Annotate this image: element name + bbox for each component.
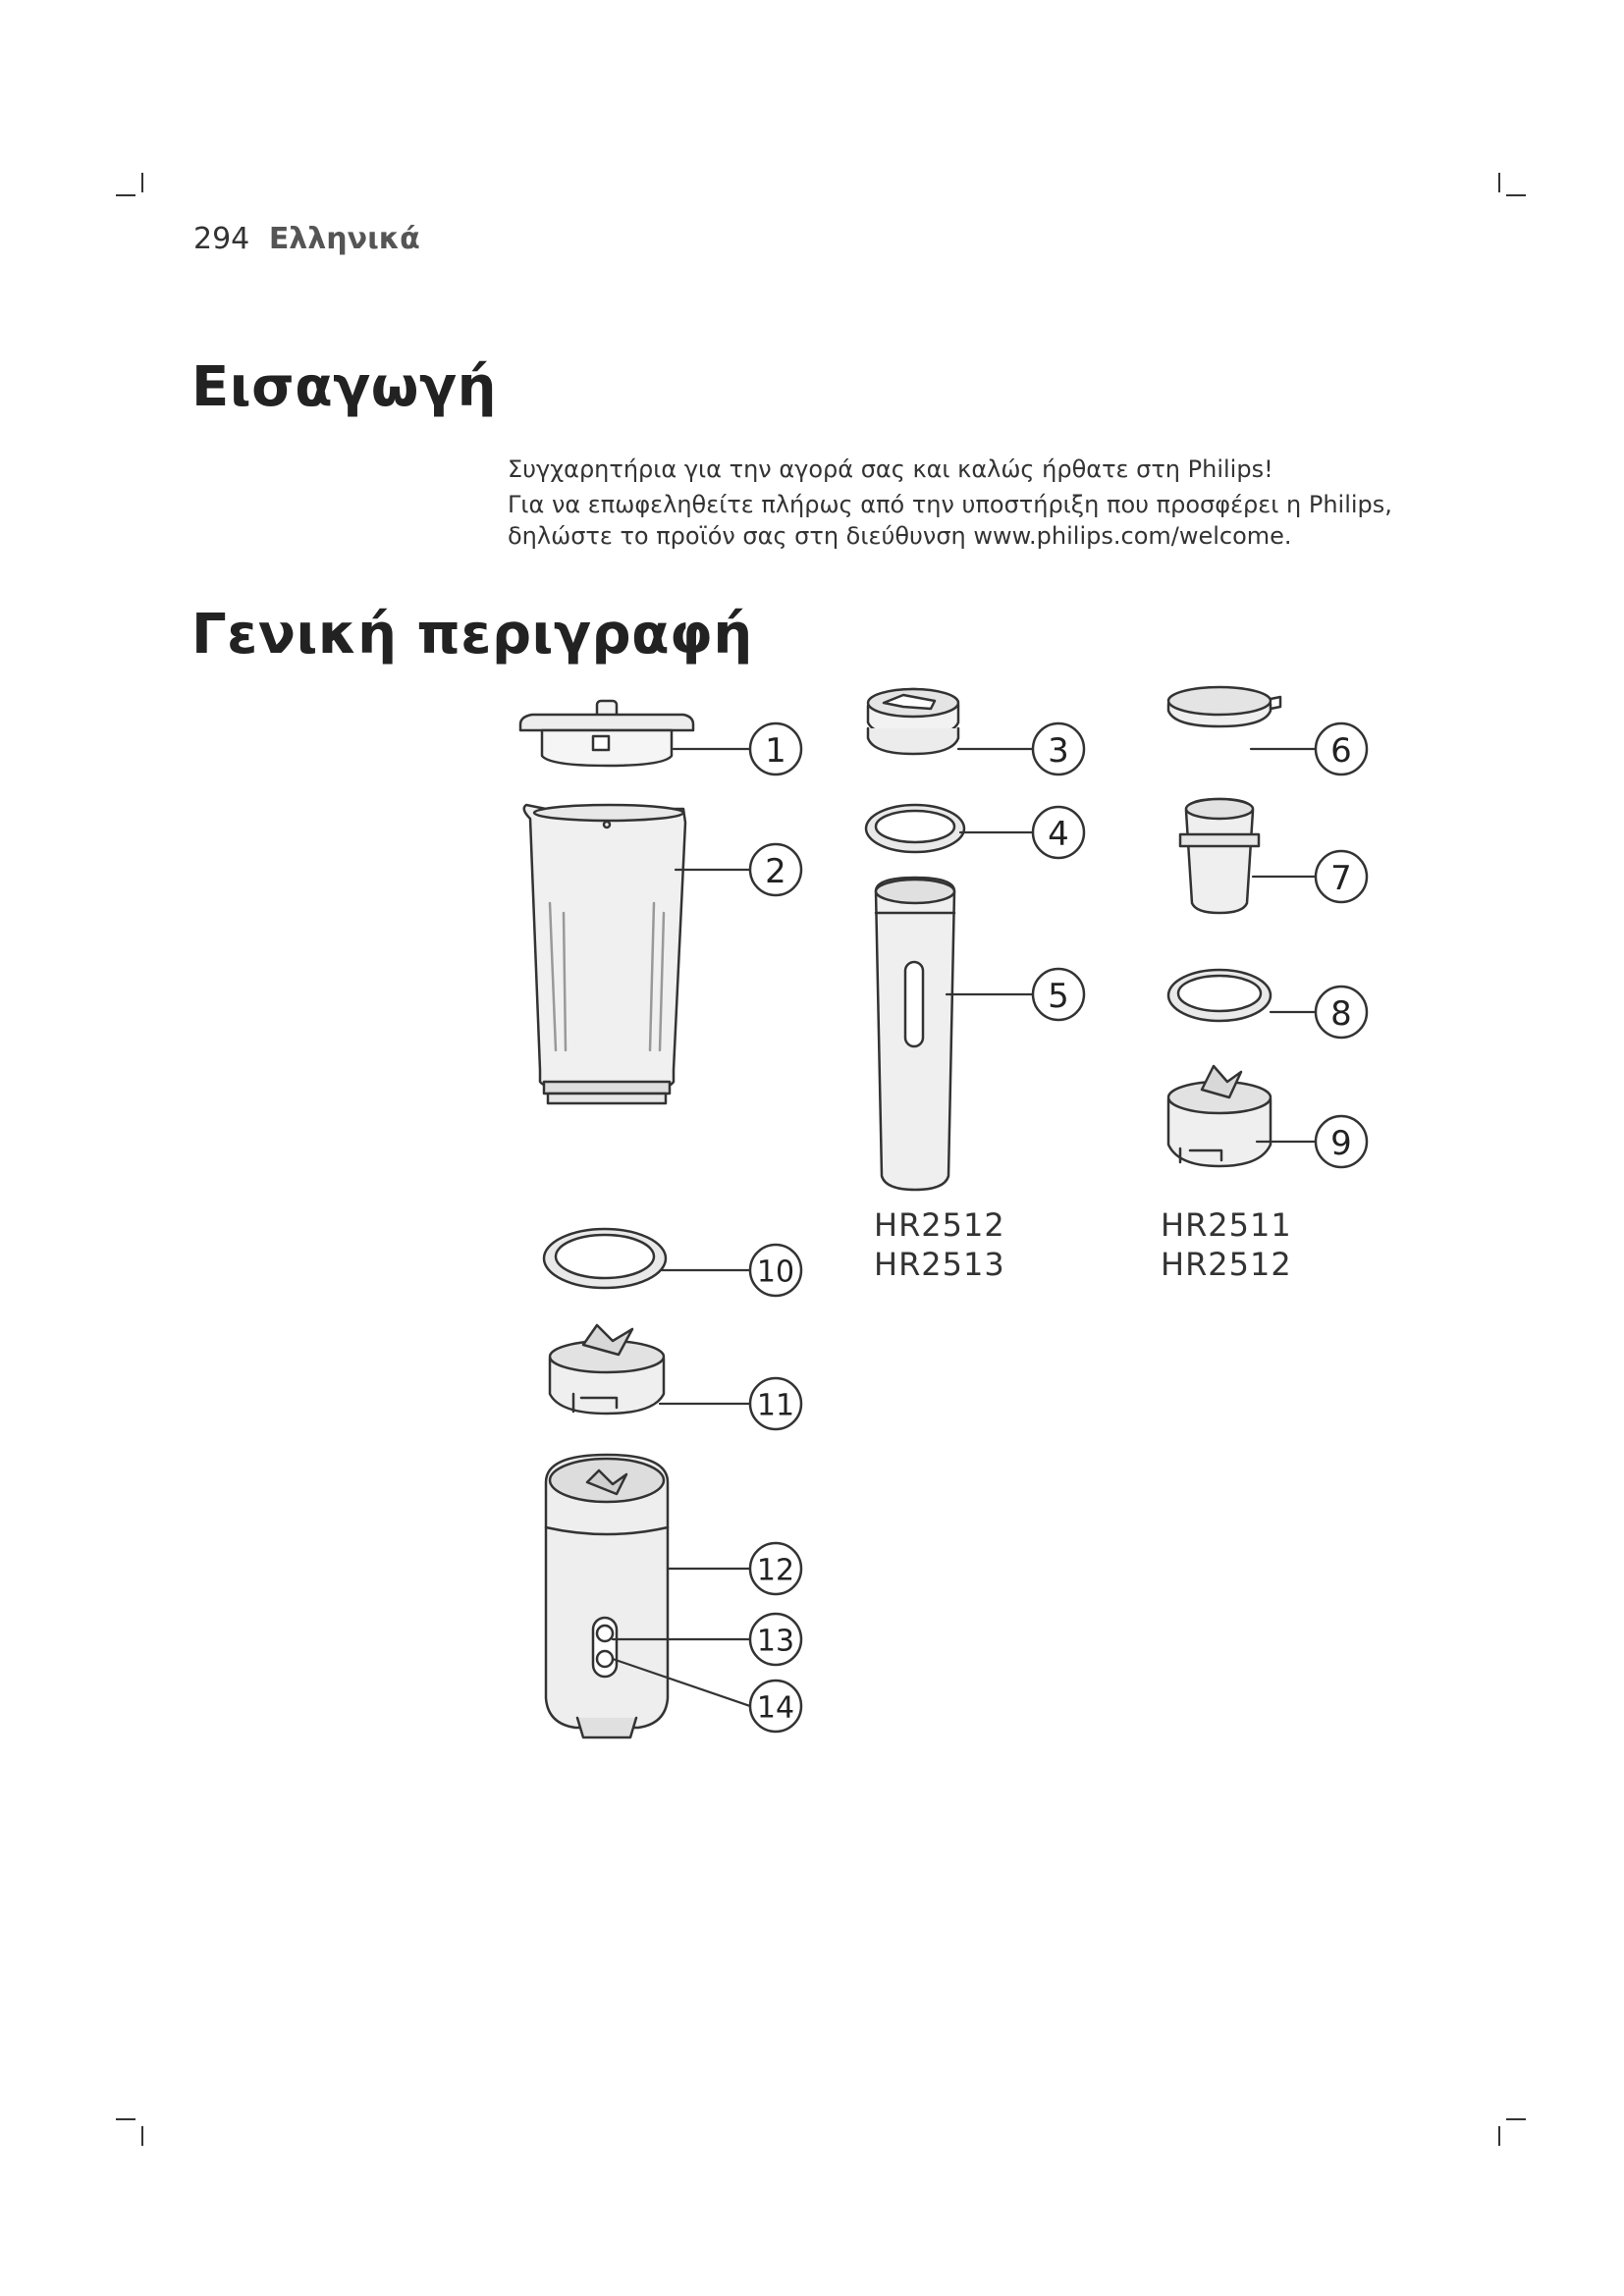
callout-number-11: 11: [756, 1388, 795, 1423]
model-label: HR2511: [1161, 1206, 1292, 1244]
model-label: HR2513: [874, 1246, 1005, 1283]
sealing-ring-illustration-4: [866, 805, 964, 852]
model-list-column-2: [874, 1205, 1005, 1284]
jar-lid-illustration: [520, 701, 693, 766]
to-go-lid-illustration: [868, 689, 958, 754]
intro-line-3: δηλώστε το προϊόν σας στη διεύθυνση www.philips.com/welcome.: [508, 522, 1292, 550]
crop-mark-bottom-left-v: [141, 2126, 143, 2146]
intro-heading: Εισαγωγή: [191, 355, 497, 419]
crop-mark-top-right-v: [1498, 173, 1500, 192]
callout-number-7: 7: [1330, 859, 1352, 898]
crop-mark-bottom-left-h: [116, 2118, 135, 2120]
crop-mark-top-left-h: [116, 194, 135, 196]
crop-mark-top-left-v: [141, 173, 143, 192]
callout-number-8: 8: [1330, 994, 1352, 1034]
intro-line-2: Για να επωφεληθείτε πλήρως από την υποστήριξη που προσφέρει η Philips,: [508, 491, 1392, 518]
small-blade-unit-illustration: [1168, 1066, 1271, 1166]
blender-jar-illustration: [524, 805, 685, 1103]
small-tumbler-illustration: [1180, 799, 1259, 913]
callout-number-2: 2: [765, 852, 786, 891]
intro-line-1: Συγχαρητήρια για την αγορά σας και καλώς ήρθατε στη Philips!: [508, 455, 1273, 483]
callout-number-9: 9: [1330, 1124, 1352, 1163]
tumbler-lid-illustration: [1168, 687, 1280, 726]
callout-number-12: 12: [756, 1553, 795, 1588]
motor-unit-illustration: [546, 1455, 668, 1737]
sealing-ring-illustration-10: [544, 1229, 666, 1288]
intro-text: [508, 454, 1450, 552]
callout-number-3: 3: [1048, 731, 1069, 771]
crop-mark-bottom-right-v: [1498, 2126, 1500, 2146]
callout-number-4: 4: [1048, 815, 1069, 854]
model-label: HR2512: [1161, 1246, 1292, 1283]
model-label: HR2512: [874, 1206, 1005, 1244]
overview-heading: Γενική περιγραφή: [191, 603, 753, 667]
callout-number-5: 5: [1048, 977, 1069, 1016]
callout-number-10: 10: [756, 1255, 795, 1290]
crop-mark-bottom-right-h: [1506, 2118, 1526, 2120]
running-header: [193, 222, 420, 256]
page-number: 294: [193, 222, 250, 256]
sealing-ring-illustration-8: [1168, 970, 1271, 1021]
crop-mark-top-right-h: [1506, 194, 1526, 196]
callout-number-14: 14: [756, 1690, 795, 1726]
callout-number-13: 13: [756, 1624, 795, 1659]
large-tumbler-illustration: [876, 878, 954, 1190]
product-overview-figure: [491, 677, 1434, 1777]
blade-unit-illustration: [550, 1325, 664, 1414]
model-list-column-3: [1161, 1205, 1292, 1284]
header-language: Ελληνικά: [268, 222, 420, 256]
callout-number-6: 6: [1330, 731, 1352, 771]
callout-number-1: 1: [765, 731, 786, 771]
